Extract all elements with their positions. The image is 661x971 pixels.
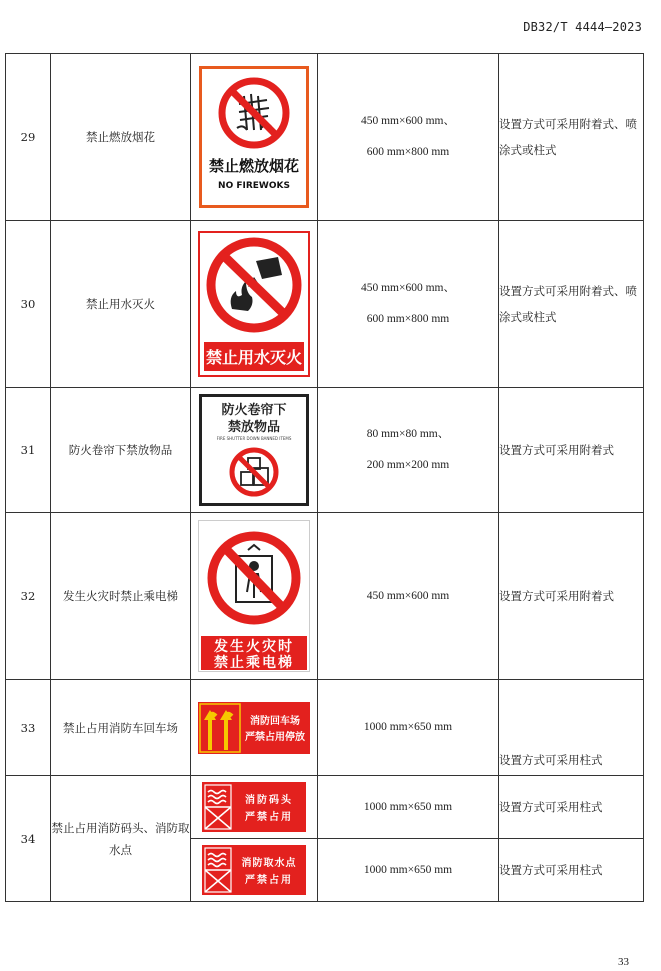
- sign-english-text: FIRE SHUTTER DOWN BANNED ITEMS: [216, 436, 292, 441]
- standard-code: DB32/T 4444—2023: [523, 20, 642, 34]
- sign-chinese-text-line2: 严禁占用: [245, 812, 293, 823]
- sign-chinese-text-line2: 禁止乘电梯: [214, 655, 294, 671]
- sign-chinese-text: 禁止燃放烟花: [208, 157, 300, 175]
- sign-name: 发生火灾时禁止乘电梯: [51, 513, 191, 680]
- table-row: [6, 776, 644, 839]
- installation-method: 设置方式可采用柱式: [499, 680, 644, 776]
- sign-size: 450 mm×600 mm、 600 mm×800 mm: [318, 221, 499, 388]
- installation-method: 设置方式可采用柱式: [499, 776, 644, 839]
- sign-size: 450 mm×600 mm: [318, 513, 499, 680]
- sign-chinese-text-line1: 消防取水点: [241, 858, 297, 869]
- sign-chinese-text-line1: 消防码头: [245, 795, 293, 806]
- sign-english-text: NO FIREWOKS: [218, 181, 290, 191]
- sign-image-cell: [191, 221, 318, 388]
- row-number: 29: [6, 54, 51, 221]
- fire-water-intake-sign: [202, 845, 306, 895]
- table-row: [6, 54, 644, 221]
- sign-chinese-text-line2: 严禁占用: [245, 875, 293, 886]
- sign-size: 450 mm×600 mm、 600 mm×800 mm: [318, 54, 499, 221]
- page-number: 33: [618, 956, 629, 968]
- sign-name: 禁止用水灭火: [51, 221, 191, 388]
- sign-size: 1000 mm×650 mm: [318, 680, 499, 776]
- table-row: [6, 680, 644, 776]
- row-number: 30: [6, 221, 51, 388]
- no-water-extinguish-sign: [198, 231, 310, 377]
- no-elevator-in-fire-sign: [198, 520, 310, 672]
- sign-image-cell: [191, 680, 318, 776]
- sign-chinese-text-line1: 消防回车场: [250, 715, 300, 727]
- installation-method: 设置方式可采用附着式、喷涂式或柱式: [499, 54, 644, 221]
- fire-truck-turnaround-sign: [198, 702, 310, 754]
- sign-name: 禁止燃放烟花: [51, 54, 191, 221]
- sign-name: 禁止占用消防码头、消防取水点: [51, 776, 191, 902]
- fire-shutter-no-items-sign: [199, 394, 309, 506]
- sign-image-cell: [191, 776, 318, 839]
- row-number: 33: [6, 680, 51, 776]
- sign-size: 1000 mm×650 mm: [318, 776, 499, 839]
- sign-size: 1000 mm×650 mm: [318, 839, 499, 902]
- sign-name: 禁止占用消防车回车场: [51, 680, 191, 776]
- sign-image-cell: [191, 54, 318, 221]
- sign-chinese-text: 禁止用水灭火: [205, 348, 303, 367]
- no-fireworks-sign: [199, 66, 309, 208]
- sign-image-cell: [191, 513, 318, 680]
- sign-chinese-text-line1: 发生火灾时: [214, 639, 294, 655]
- sign-image-cell: [191, 388, 318, 513]
- fire-dock-sign: [202, 782, 306, 832]
- row-number: 34: [6, 776, 51, 902]
- table-row: [6, 388, 644, 513]
- row-number: 32: [6, 513, 51, 680]
- row-number: 31: [6, 388, 51, 513]
- installation-method: 设置方式可采用附着式: [499, 513, 644, 680]
- sign-chinese-text-line1: 防火卷帘下: [221, 403, 287, 418]
- installation-method: 设置方式可采用附着式: [499, 388, 644, 513]
- installation-method: 设置方式可采用柱式: [499, 839, 644, 902]
- sign-size: 80 mm×80 mm、 200 mm×200 mm: [318, 388, 499, 513]
- sign-table: [5, 53, 644, 902]
- table-row: [6, 513, 644, 680]
- sign-chinese-text-line2: 禁放物品: [227, 420, 281, 435]
- sign-name: 防火卷帘下禁放物品: [51, 388, 191, 513]
- installation-method: 设置方式可采用附着式、喷涂式或柱式: [499, 221, 644, 388]
- table-row: [6, 221, 644, 388]
- sign-chinese-text-line2: 严禁占用停放: [245, 731, 305, 743]
- sign-image-cell: [191, 839, 318, 902]
